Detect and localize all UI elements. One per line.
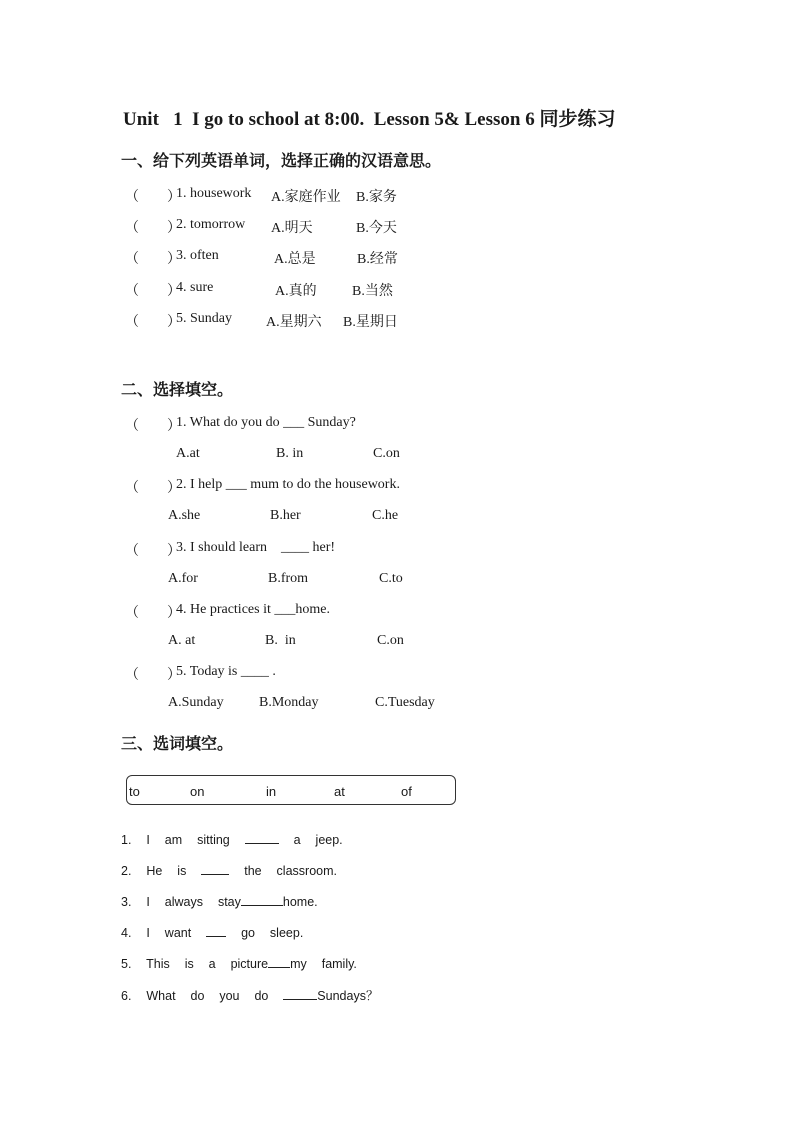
option-c: C.on	[377, 633, 404, 648]
question-text: 4. He practices it ___home.	[176, 602, 330, 617]
option-a: A.明天	[271, 221, 313, 236]
blank-line[interactable]	[245, 831, 279, 844]
options-row	[0, 571, 794, 591]
option-b: B.from	[268, 571, 309, 586]
answer-paren[interactable]: （ ）	[125, 221, 181, 236]
vocab-word: 3. often	[176, 248, 219, 263]
fill-item	[121, 955, 357, 971]
fill-text-pre: 6. What do you do	[121, 989, 284, 1003]
word-bank-item: to	[129, 784, 140, 799]
vocab-item	[0, 280, 794, 300]
blank-line[interactable]	[283, 987, 317, 1000]
question-text: 5. Today is ____ .	[176, 664, 276, 679]
fill-text-post: my family.	[290, 957, 357, 971]
option-c: C.Tuesday	[375, 695, 435, 710]
fill-text-pre: 5. This is a picture	[121, 957, 269, 971]
option-b: B.Monday	[259, 695, 319, 710]
word-bank	[126, 775, 456, 805]
question-text: 1. What do you do ___ Sunday?	[176, 415, 356, 430]
answer-paren[interactable]: （ ）	[125, 419, 181, 434]
question-row	[0, 602, 794, 622]
answer-paren[interactable]: （ ）	[125, 481, 181, 496]
question-text: 3. I should learn ____ her!	[176, 540, 336, 555]
options-row	[0, 695, 794, 715]
page-title: Unit 1 I go to school at 8:00. Lesson 5& Lesson 6 同步练习	[123, 109, 616, 130]
answer-paren[interactable]: （ ）	[125, 315, 181, 330]
word-bank-item: at	[334, 784, 345, 799]
answer-paren[interactable]: （ ）	[125, 190, 181, 205]
vocab-item	[0, 217, 794, 237]
fill-text-post: the classroom.	[229, 864, 337, 878]
blank-line[interactable]	[201, 862, 229, 875]
option-a: A.星期六	[266, 315, 322, 330]
option-b: B.星期日	[343, 315, 398, 330]
option-a: A.真的	[275, 284, 317, 299]
vocab-word: 5. Sunday	[176, 311, 232, 326]
fill-item	[121, 986, 378, 1004]
fill-text-pre: 3. I always stay	[121, 895, 241, 909]
fill-item	[121, 862, 337, 878]
option-a: A. at	[168, 633, 196, 648]
vocab-word: 1. housework	[176, 186, 252, 201]
option-b: B. in	[265, 633, 296, 648]
option-a: A.家庭作业	[271, 190, 341, 205]
fill-text-pre: 4. I want	[121, 926, 207, 940]
vocab-item	[0, 248, 794, 268]
option-c: C.he	[372, 508, 399, 523]
blank-line[interactable]	[206, 924, 226, 937]
fill-text-post: home.	[282, 895, 318, 909]
options-row	[0, 633, 794, 653]
option-a: A.she	[168, 508, 201, 523]
option-b: B. in	[276, 446, 304, 461]
option-b: B.经常	[357, 252, 398, 267]
word-bank-item: on	[190, 784, 205, 799]
option-b: B.家务	[356, 190, 397, 205]
question-row	[0, 415, 794, 435]
vocab-word: 4. sure	[176, 280, 214, 295]
fill-text-pre: 2. He is	[121, 864, 202, 878]
option-c: C.to	[379, 571, 403, 586]
option-a: A.Sunday	[168, 695, 224, 710]
vocab-item	[0, 186, 794, 206]
question-row	[0, 477, 794, 497]
section-2-heading: 二、选择填空。	[121, 380, 234, 399]
answer-paren[interactable]: （ ）	[125, 668, 181, 683]
answer-paren[interactable]: （ ）	[125, 606, 181, 621]
option-b: B.今天	[356, 221, 397, 236]
option-a: A.at	[176, 446, 200, 461]
options-row	[0, 508, 794, 528]
section-3-heading: 三、选词填空。	[121, 734, 234, 753]
question-row	[0, 540, 794, 560]
fill-text-post: a jeep.	[278, 833, 343, 847]
fill-text-pre: 1. I am sitting	[121, 833, 245, 847]
vocab-item	[0, 311, 794, 331]
section-1-heading: 一、给下列英语单词，选择正确的汉语意思。	[121, 151, 442, 170]
answer-paren[interactable]: （ ）	[125, 544, 181, 559]
blank-line[interactable]	[268, 955, 290, 968]
blank-line[interactable]	[241, 893, 283, 906]
option-c: C.on	[373, 446, 400, 461]
vocab-word: 2. tomorrow	[176, 217, 246, 232]
fill-item	[121, 893, 318, 909]
answer-paren[interactable]: （ ）	[125, 284, 181, 299]
question-row	[0, 664, 794, 684]
answer-paren[interactable]: （ ）	[125, 252, 181, 267]
fill-text-post: go sleep.	[226, 926, 304, 940]
fill-text-post: Sundays？	[317, 989, 379, 1003]
fill-item	[121, 831, 343, 847]
word-bank-item: of	[401, 784, 412, 799]
fill-item	[121, 924, 303, 940]
option-b: B.当然	[352, 284, 393, 299]
question-text: 2. I help ___ mum to do the housework.	[176, 477, 400, 492]
options-row	[0, 446, 794, 466]
option-a: A.for	[168, 571, 198, 586]
option-a: A.总是	[274, 252, 316, 267]
word-bank-item: in	[266, 784, 277, 799]
option-b: B.her	[270, 508, 301, 523]
